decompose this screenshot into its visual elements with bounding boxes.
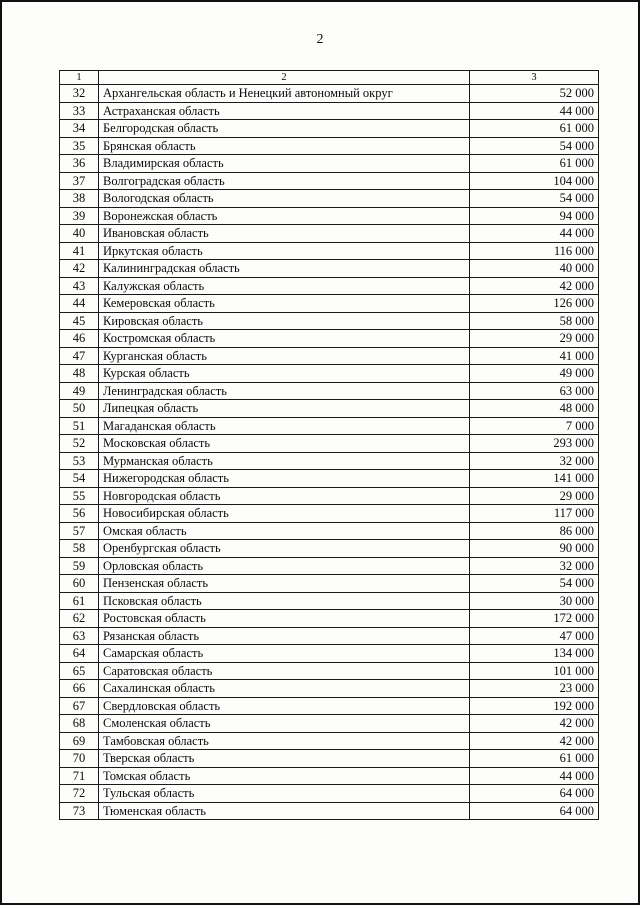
row-number-cell: 59 xyxy=(60,557,99,575)
region-name-cell: Саратовская область xyxy=(99,662,470,680)
row-number-cell: 51 xyxy=(60,417,99,435)
table-row xyxy=(60,365,599,383)
row-number-cell: 55 xyxy=(60,487,99,505)
table-row xyxy=(60,715,599,733)
row-number-cell: 39 xyxy=(60,207,99,225)
row-number-cell: 53 xyxy=(60,452,99,470)
row-number-cell: 61 xyxy=(60,592,99,610)
region-name-cell: Калужская область xyxy=(99,277,470,295)
row-number-cell: 64 xyxy=(60,645,99,663)
row-number-cell: 47 xyxy=(60,347,99,365)
table-body xyxy=(60,85,599,820)
region-name-cell: Белгородская область xyxy=(99,120,470,138)
row-number-cell: 70 xyxy=(60,750,99,768)
region-name-cell: Воронежская область xyxy=(99,207,470,225)
table-row xyxy=(60,400,599,418)
table-row xyxy=(60,785,599,803)
row-number-cell: 36 xyxy=(60,155,99,173)
table-row xyxy=(60,732,599,750)
table-row xyxy=(60,680,599,698)
row-number-cell: 49 xyxy=(60,382,99,400)
row-number-cell: 38 xyxy=(60,190,99,208)
region-name-cell: Смоленская область xyxy=(99,715,470,733)
regions-table xyxy=(59,70,599,820)
region-name-cell: Кемеровская область xyxy=(99,295,470,313)
value-cell: 54 000 xyxy=(470,575,599,593)
table-header-row xyxy=(60,71,599,85)
value-cell: 101 000 xyxy=(470,662,599,680)
value-cell: 42 000 xyxy=(470,715,599,733)
table-row xyxy=(60,277,599,295)
row-number-cell: 40 xyxy=(60,225,99,243)
value-cell: 32 000 xyxy=(470,452,599,470)
row-number-cell: 45 xyxy=(60,312,99,330)
region-name-cell: Липецкая область xyxy=(99,400,470,418)
table-row xyxy=(60,750,599,768)
value-cell: 29 000 xyxy=(470,487,599,505)
value-cell: 48 000 xyxy=(470,400,599,418)
header-cell-col3: 3 xyxy=(470,71,599,85)
value-cell: 90 000 xyxy=(470,540,599,558)
row-number-cell: 54 xyxy=(60,470,99,488)
table-row xyxy=(60,767,599,785)
value-cell: 44 000 xyxy=(470,767,599,785)
table-row xyxy=(60,435,599,453)
region-name-cell: Ленинградская область xyxy=(99,382,470,400)
table-row xyxy=(60,540,599,558)
table-row xyxy=(60,120,599,138)
table-row xyxy=(60,242,599,260)
value-cell: 126 000 xyxy=(470,295,599,313)
value-cell: 44 000 xyxy=(470,225,599,243)
value-cell: 47 000 xyxy=(470,627,599,645)
table-row xyxy=(60,610,599,628)
header-cell-col2: 2 xyxy=(99,71,470,85)
value-cell: 86 000 xyxy=(470,522,599,540)
region-name-cell: Тамбовская область xyxy=(99,732,470,750)
region-name-cell: Псковская область xyxy=(99,592,470,610)
table-row xyxy=(60,627,599,645)
table-row xyxy=(60,417,599,435)
region-name-cell: Кировская область xyxy=(99,312,470,330)
table-row xyxy=(60,802,599,820)
table-row xyxy=(60,645,599,663)
table-row xyxy=(60,225,599,243)
table-row xyxy=(60,382,599,400)
row-number-cell: 58 xyxy=(60,540,99,558)
table-row xyxy=(60,295,599,313)
table-row xyxy=(60,470,599,488)
region-name-cell: Новосибирская область xyxy=(99,505,470,523)
value-cell: 94 000 xyxy=(470,207,599,225)
value-cell: 117 000 xyxy=(470,505,599,523)
row-number-cell: 63 xyxy=(60,627,99,645)
region-name-cell: Мурманская область xyxy=(99,452,470,470)
row-number-cell: 66 xyxy=(60,680,99,698)
table-row xyxy=(60,260,599,278)
region-name-cell: Тульская область xyxy=(99,785,470,803)
value-cell: 58 000 xyxy=(470,312,599,330)
row-number-cell: 65 xyxy=(60,662,99,680)
table-row xyxy=(60,575,599,593)
region-name-cell: Иркутская область xyxy=(99,242,470,260)
region-name-cell: Самарская область xyxy=(99,645,470,663)
region-name-cell: Омская область xyxy=(99,522,470,540)
table-row xyxy=(60,487,599,505)
region-name-cell: Ивановская область xyxy=(99,225,470,243)
row-number-cell: 42 xyxy=(60,260,99,278)
value-cell: 192 000 xyxy=(470,697,599,715)
region-name-cell: Рязанская область xyxy=(99,627,470,645)
value-cell: 30 000 xyxy=(470,592,599,610)
row-number-cell: 71 xyxy=(60,767,99,785)
row-number-cell: 44 xyxy=(60,295,99,313)
row-number-cell: 50 xyxy=(60,400,99,418)
value-cell: 54 000 xyxy=(470,137,599,155)
value-cell: 44 000 xyxy=(470,102,599,120)
table-row xyxy=(60,190,599,208)
table-row xyxy=(60,172,599,190)
row-number-cell: 60 xyxy=(60,575,99,593)
table-row xyxy=(60,592,599,610)
row-number-cell: 69 xyxy=(60,732,99,750)
header-cell-col1: 1 xyxy=(60,71,99,85)
value-cell: 141 000 xyxy=(470,470,599,488)
table-row xyxy=(60,102,599,120)
value-cell: 42 000 xyxy=(470,732,599,750)
row-number-cell: 56 xyxy=(60,505,99,523)
row-number-cell: 32 xyxy=(60,85,99,103)
region-name-cell: Пензенская область xyxy=(99,575,470,593)
table-row xyxy=(60,347,599,365)
region-name-cell: Костромская область xyxy=(99,330,470,348)
region-name-cell: Калининградская область xyxy=(99,260,470,278)
region-name-cell: Владимирская область xyxy=(99,155,470,173)
region-name-cell: Московская область xyxy=(99,435,470,453)
region-name-cell: Томская область xyxy=(99,767,470,785)
region-name-cell: Архангельская область и Ненецкий автономный округ xyxy=(99,85,470,103)
value-cell: 7 000 xyxy=(470,417,599,435)
row-number-cell: 67 xyxy=(60,697,99,715)
table-row xyxy=(60,85,599,103)
value-cell: 23 000 xyxy=(470,680,599,698)
region-name-cell: Сахалинская область xyxy=(99,680,470,698)
region-name-cell: Брянская область xyxy=(99,137,470,155)
row-number-cell: 35 xyxy=(60,137,99,155)
region-name-cell: Курская область xyxy=(99,365,470,383)
value-cell: 172 000 xyxy=(470,610,599,628)
value-cell: 54 000 xyxy=(470,190,599,208)
row-number-cell: 34 xyxy=(60,120,99,138)
table-row xyxy=(60,207,599,225)
row-number-cell: 57 xyxy=(60,522,99,540)
page-number: 2 xyxy=(316,32,324,47)
region-name-cell: Тюменская область xyxy=(99,802,470,820)
value-cell: 42 000 xyxy=(470,277,599,295)
region-name-cell: Магаданская область xyxy=(99,417,470,435)
region-name-cell: Тверская область xyxy=(99,750,470,768)
table-row xyxy=(60,522,599,540)
value-cell: 134 000 xyxy=(470,645,599,663)
value-cell: 104 000 xyxy=(470,172,599,190)
value-cell: 61 000 xyxy=(470,750,599,768)
region-name-cell: Новгородская область xyxy=(99,487,470,505)
row-number-cell: 62 xyxy=(60,610,99,628)
value-cell: 40 000 xyxy=(470,260,599,278)
table-row xyxy=(60,452,599,470)
region-name-cell: Свердловская область xyxy=(99,697,470,715)
row-number-cell: 37 xyxy=(60,172,99,190)
value-cell: 29 000 xyxy=(470,330,599,348)
table-row xyxy=(60,330,599,348)
table-row xyxy=(60,137,599,155)
row-number-cell: 52 xyxy=(60,435,99,453)
table-row xyxy=(60,697,599,715)
value-cell: 61 000 xyxy=(470,155,599,173)
region-name-cell: Нижегородская область xyxy=(99,470,470,488)
row-number-cell: 72 xyxy=(60,785,99,803)
region-name-cell: Астраханская область xyxy=(99,102,470,120)
row-number-cell: 48 xyxy=(60,365,99,383)
row-number-cell: 33 xyxy=(60,102,99,120)
row-number-cell: 73 xyxy=(60,802,99,820)
value-cell: 61 000 xyxy=(470,120,599,138)
region-name-cell: Оренбургская область xyxy=(99,540,470,558)
value-cell: 293 000 xyxy=(470,435,599,453)
value-cell: 63 000 xyxy=(470,382,599,400)
table-row xyxy=(60,312,599,330)
value-cell: 64 000 xyxy=(470,802,599,820)
row-number-cell: 43 xyxy=(60,277,99,295)
region-name-cell: Курганская область xyxy=(99,347,470,365)
region-name-cell: Волгоградская область xyxy=(99,172,470,190)
row-number-cell: 41 xyxy=(60,242,99,260)
region-name-cell: Ростовская область xyxy=(99,610,470,628)
table-header xyxy=(60,71,599,85)
value-cell: 41 000 xyxy=(470,347,599,365)
row-number-cell: 68 xyxy=(60,715,99,733)
table-row xyxy=(60,557,599,575)
value-cell: 52 000 xyxy=(470,85,599,103)
value-cell: 49 000 xyxy=(470,365,599,383)
value-cell: 32 000 xyxy=(470,557,599,575)
row-number-cell: 46 xyxy=(60,330,99,348)
value-cell: 64 000 xyxy=(470,785,599,803)
table-row xyxy=(60,155,599,173)
table-row xyxy=(60,505,599,523)
table-row xyxy=(60,662,599,680)
region-name-cell: Орловская область xyxy=(99,557,470,575)
value-cell: 116 000 xyxy=(470,242,599,260)
region-name-cell: Вологодская область xyxy=(99,190,470,208)
